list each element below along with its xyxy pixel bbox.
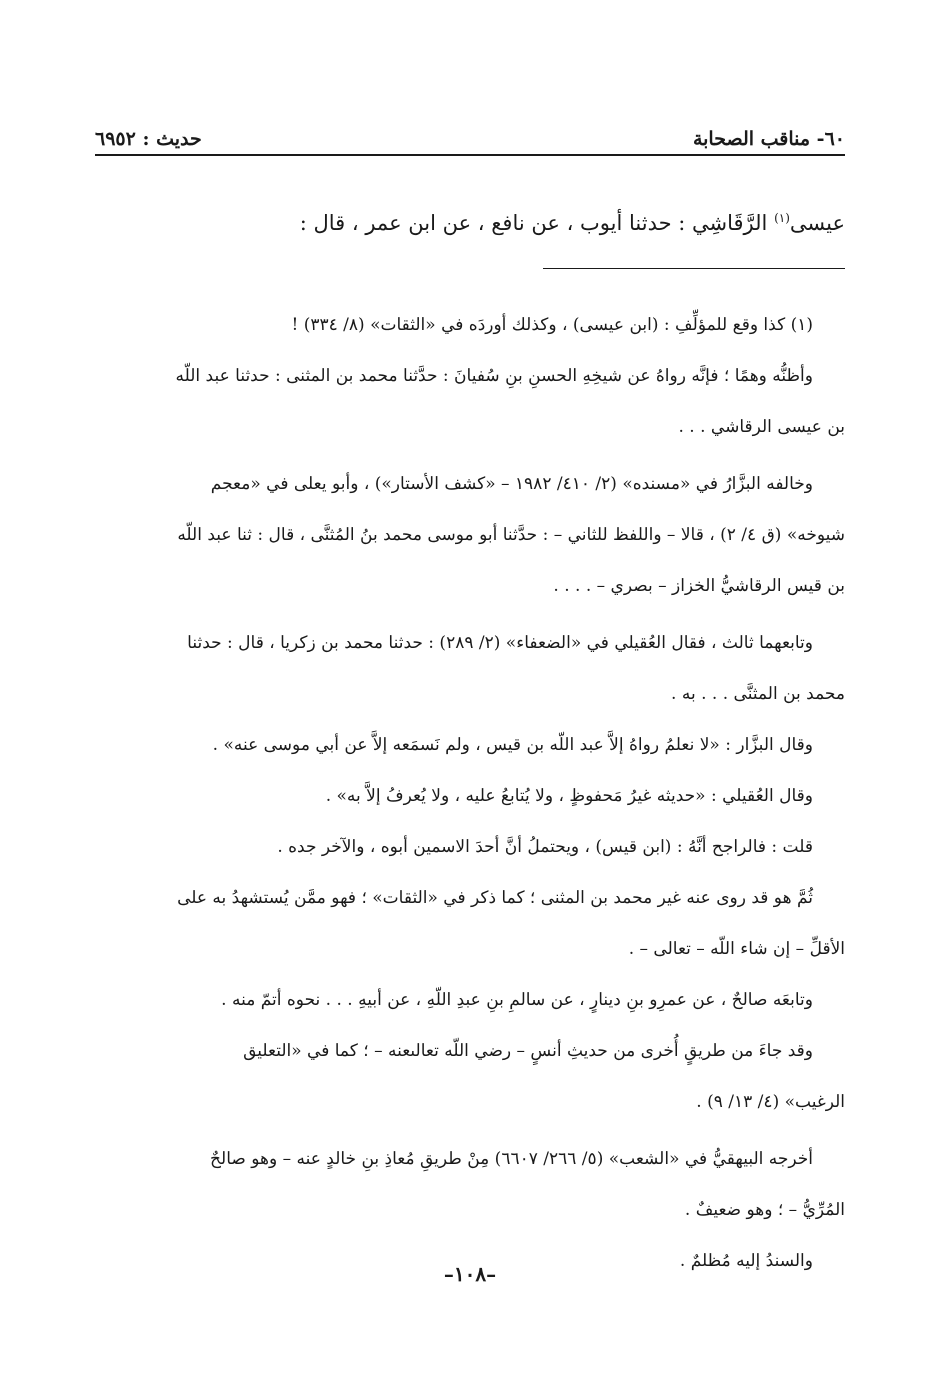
footnote-line: الأقلِّ – إن شاء اللّه – تعالى – . xyxy=(628,939,845,959)
header-rule xyxy=(95,154,845,156)
running-header xyxy=(95,118,845,150)
footnote-separator xyxy=(543,268,845,269)
footnote-line: شيوخه» (ق ٤/ ٢) ، قالا – واللفظ للثاني – : حدَّثنا أبو موسى محمد بنُ المُثنَّى ، قال : ثنا عبد اللّه xyxy=(177,525,845,545)
footnote-line: قلت : فالراجح أنَّهُ : (ابن قيس) ، ويحتملُ أنَّ أحدَ الاسمين أبوه ، والآخر جده . xyxy=(277,837,813,857)
footnote-line: وقد جاءَ من طريقٍ أُخرى من حديثِ أنسٍ – رضي اللّه تعالىعنه – ؛ كما في «التعليق xyxy=(243,1041,813,1061)
main-text-start: عيسى xyxy=(789,211,845,235)
footnote-line: وأظنُّه وهمًا ؛ فإنَّه رواهُ عن شيخِهِ الحسنِ بنِ سُفيانَ : حدَّثنا محمد بن المثنى : حدثنا عبد اللّه xyxy=(175,366,813,386)
main-text xyxy=(95,198,845,243)
chapter-title: ٦٠- مناقب الصحابة xyxy=(692,128,845,150)
footnote-line: المُرِّيُّ – ؛ وهو ضعيفٌ . xyxy=(684,1200,845,1220)
footnote-line: (١) كذا وقع للمؤلِّفِ : (ابن عيسى) ، وكذلك أوردَه في «الثقات» (٨/ ٣٣٤) ! xyxy=(291,315,813,335)
page-number: –١٠٨– xyxy=(443,1262,497,1286)
footnote-line: الرغيب» (٤/ ١٣/ ٩) . xyxy=(696,1092,845,1112)
main-text-rest: الرَّقَاشِي : حدثنا أيوب ، عن نافع ، عن ابن عمر ، قال : xyxy=(299,211,775,235)
hadith-number: حديث : ٦٩٥٢ xyxy=(95,128,202,150)
footnote-line: وخالفه البزَّارُ في «مسنده» (٢/ ٤١٠/ ١٩٨٢ – «كشف الأستار») ، وأبو يعلى في «معجم xyxy=(210,474,813,494)
footnote-line: محمد بن المثنَّى . . . به . xyxy=(671,684,845,704)
footnotes xyxy=(95,300,845,1287)
footnote-line: والسندُ إليه مُظلمٌ . xyxy=(679,1251,813,1271)
footnote-line: وقال البزَّار : «لا نعلمُ رواهُ إلاَّ عبد اللّه بن قيس ، ولم نَسمَعه إلاَّ عن أبي موسى عنه» . xyxy=(212,735,813,755)
footnote-line: أخرجه البيهقيُّ في «الشعب» (٥/ ٢٦٦/ ٦٦٠٧) مِنْ طريقِ مُعاذِ بنِ خالدٍ عنه – وهو صالحٌ xyxy=(210,1149,813,1169)
footnote-line: وقال العُقيلي : «حديثه غيرُ مَحفوظٍ ، ولا يُتابعُ عليه ، ولا يُعرفُ إلاَّ به» . xyxy=(325,786,813,806)
footnote-line: وتابعهما ثالث ، فقال العُقيلي في «الضعفاء» (٢/ ٢٨٩) : حدثنا محمد بن زكريا ، قال : حدثنا xyxy=(187,633,813,653)
footnote-line: بن قيس الرقاشيُّ الخزاز – بصري – . . . . xyxy=(553,576,845,596)
footnote-line: ثُمَّ هو قد روى عنه غير محمد بن المثنى ؛ كما ذكر في «الثقات» ؛ فهو ممَّن يُستشهدُ به على xyxy=(177,888,813,908)
footnote-line: وتابعَه صالحٌ ، عن عمرِو بنِ دينارٍ ، عن سالمِ بنِ عبدِ اللّهِ ، عن أبيهِ . . . نحوه أتمّ منه . xyxy=(221,990,813,1010)
footnote-marker: (١) xyxy=(774,211,790,225)
footnote-line: بن عيسى الرقاشي . . . xyxy=(678,417,845,437)
